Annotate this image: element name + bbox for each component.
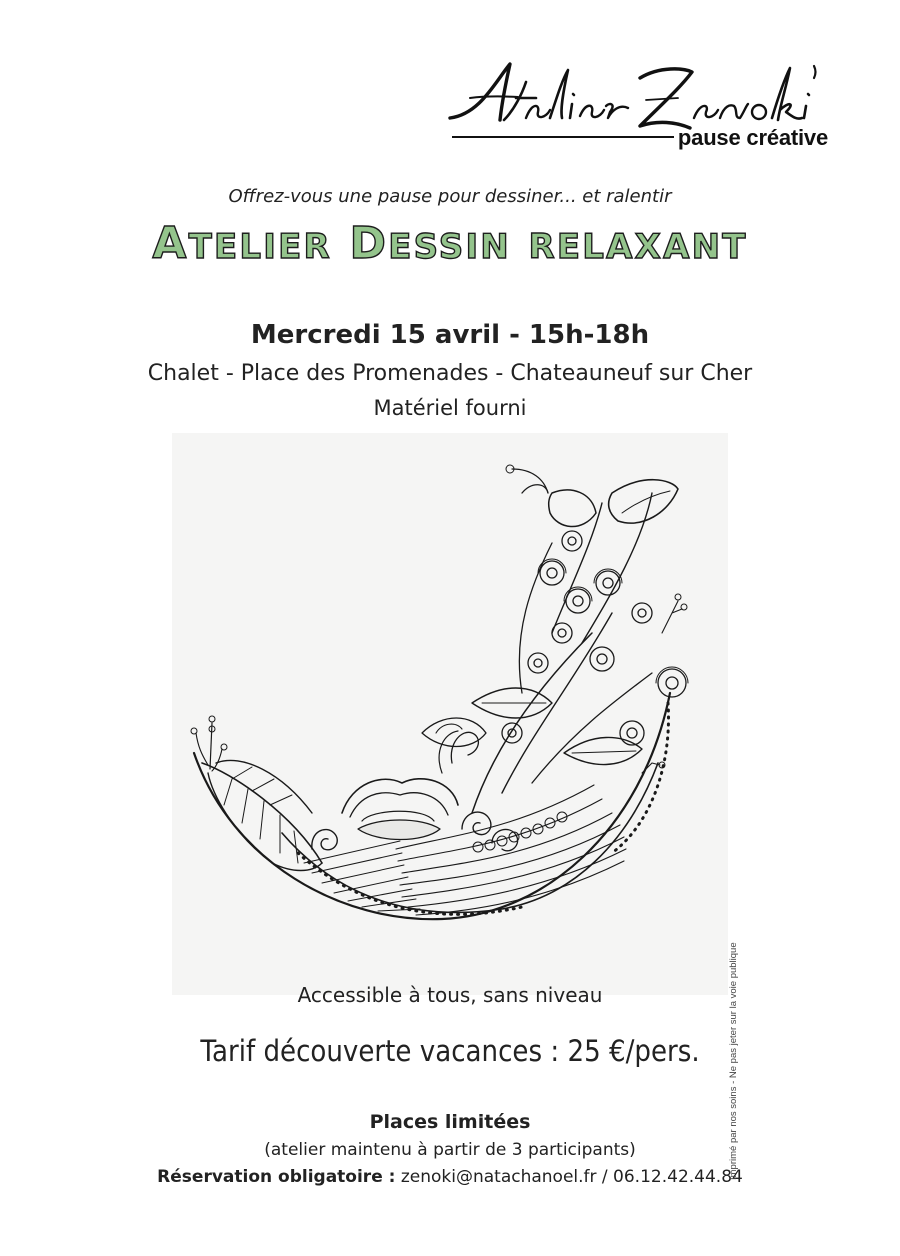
page-title	[0, 218, 900, 269]
limited-places: Places limitées	[369, 1111, 531, 1133]
subtitle-tagline: Offrez-vous une pause pour dessiner... et ralentir	[228, 186, 672, 207]
reservation-contact: zenoki@natachanoel.fr / 06.12.42.44.84	[395, 1167, 743, 1187]
title-word-dessin: ESSIN	[388, 227, 511, 267]
materials-note: Matériel fourni	[373, 396, 527, 420]
minimum-participants-note: (atelier maintenu à partir de 3 participants)	[264, 1140, 636, 1160]
brand-logo	[440, 52, 840, 162]
reservation-line	[0, 1167, 900, 1187]
price-line: Tarif découverte vacances : 25 €/pers.	[200, 1034, 700, 1068]
title-letter-d: D	[349, 218, 389, 269]
crescent-flower-drawing	[172, 433, 728, 995]
event-date: Mercredi 15 avril - 15h-18h	[250, 320, 650, 350]
title-word-relaxant: RELAXANT	[528, 227, 748, 267]
title-letter-a: A	[152, 218, 189, 269]
logo-tagline: pause créative	[677, 125, 828, 150]
event-location: Chalet - Place des Promenades - Chateauneuf sur Cher	[147, 361, 753, 386]
reservation-label: Réservation obligatoire :	[157, 1167, 396, 1187]
logo-underline	[452, 136, 674, 138]
accessibility-note: Accessible à tous, sans niveau	[297, 983, 603, 1007]
print-notice: Imprimé par nos soins - Ne pas jeter sur la voie publique	[728, 942, 739, 1180]
zentangle-illustration	[172, 433, 728, 995]
title-word-atelier: TELIER	[188, 227, 332, 267]
